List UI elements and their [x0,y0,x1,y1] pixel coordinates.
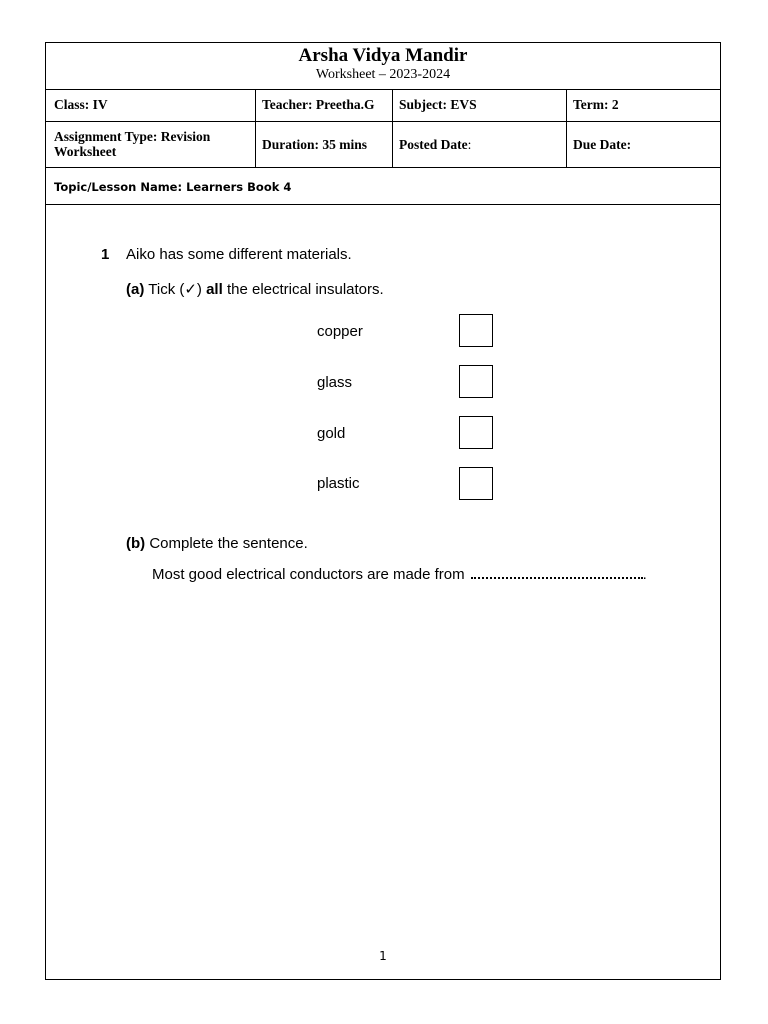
table-divider [392,89,393,167]
tick-box-glass[interactable] [459,365,493,398]
tick-box-copper[interactable] [459,314,493,347]
part-b-text: Complete the sentence. [149,535,308,552]
material-glass: glass [317,374,353,391]
worksheet-year: Worksheet – 2023-2024 [315,67,451,82]
part-a-text-after: the electrical insulators. [226,281,384,298]
question-number: 1 [101,246,110,263]
duration-field: Duration: 35 mins [262,137,368,152]
part-b-sentence-line [152,565,647,583]
posted-date-label: Posted Date [399,137,468,152]
material-copper: copper [317,323,363,340]
teacher-field: Teacher: Preetha.G [262,97,375,112]
class-field: Class: IV [54,97,108,112]
topic-lesson-name: Topic/Lesson Name: Learners Book 4 [54,180,292,194]
part-a-instruction [126,280,384,298]
school-name: Arsha Vidya Mandir [298,45,468,66]
worksheet-frame [45,42,721,980]
question-stem: Aiko has some different materials. [126,246,352,263]
assignment-type-field: Assignment Type: Revision Worksheet [54,129,211,159]
table-divider [46,121,720,122]
part-a-bold-word: all [206,281,223,298]
sentence-end: . [642,566,647,583]
due-date-field: Due Date: [573,137,632,152]
part-b-sentence: Most good electrical conductors are made from [152,566,465,583]
material-plastic: plastic [317,475,360,492]
table-divider [46,89,720,90]
subject-field: Subject: EVS [399,97,477,112]
table-divider [566,89,567,167]
tick-box-gold[interactable] [459,416,493,449]
part-b-instruction [126,535,308,552]
posted-date-colon: : [467,137,472,152]
table-divider [46,204,720,205]
part-a-label: (a) [126,281,145,298]
material-gold: gold [317,425,346,442]
table-divider [46,167,720,168]
part-b-label: (b) [126,535,146,552]
posted-date-field [399,137,471,152]
part-a-text-before: Tick (✓) [148,281,202,298]
page-number: 1 [379,949,387,963]
tick-box-plastic[interactable] [459,467,493,500]
table-divider [255,89,256,167]
term-field: Term: 2 [573,97,619,112]
answer-blank[interactable] [471,565,643,579]
